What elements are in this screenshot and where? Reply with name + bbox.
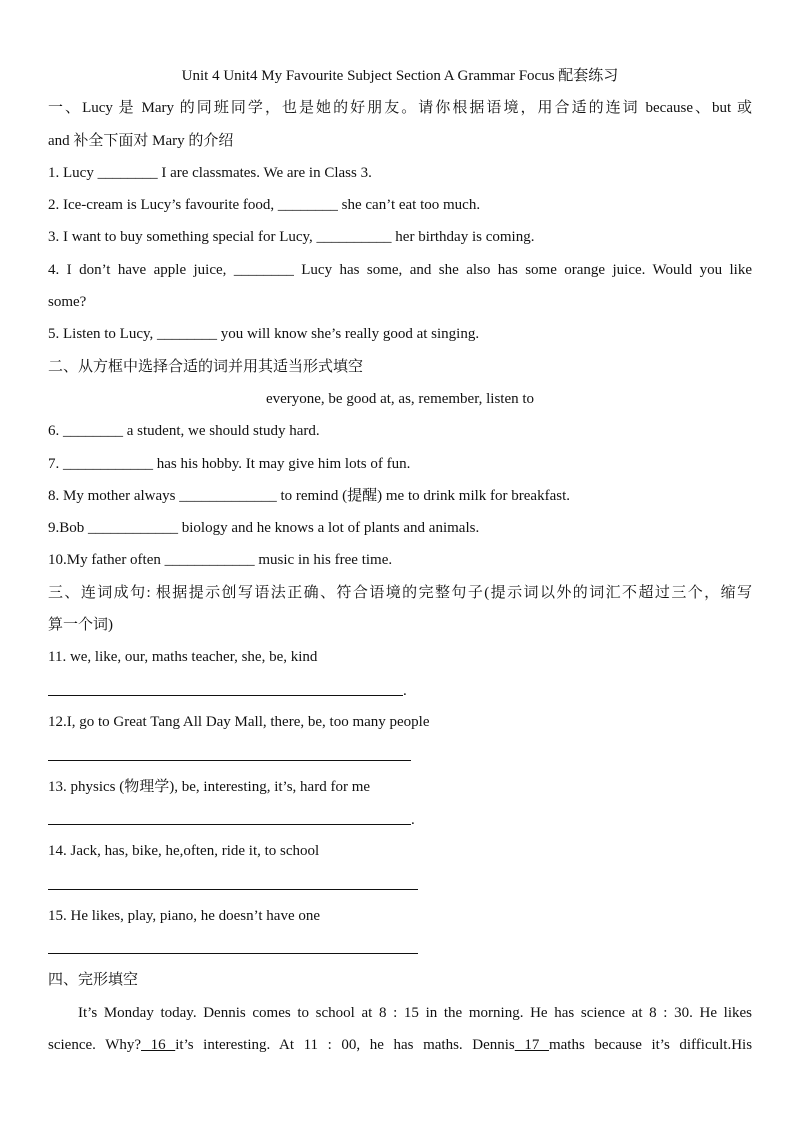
section1-heading: 一、Lucy 是 Mary 的同班同学，也是她的好朋友。请你根据语境，用合适的连词 because、but 或: [48, 100, 752, 117]
blank-17[interactable]: 17: [514, 1036, 549, 1053]
question-1: 1. Lucy ________ I are classmates. We are in Class 3.: [48, 164, 372, 181]
question-7: 7. ____________ has his hobby. It may give him lots of fun.: [48, 455, 411, 472]
question-15: 15. He likes, play, piano, he doesn’t have one: [48, 907, 321, 924]
question-8: 8. My mother always _____________ to remind (提醒) me to drink milk for breakfast.: [48, 487, 570, 504]
answer-line-14[interactable]: [48, 867, 752, 899]
question-4: 4. I don’t have apple juice, ________ Lucy has some, and she also has some orange juice. Would you like: [48, 261, 752, 278]
page-title: Unit 4 Unit4 My Favourite Subject Section A Grammar Focus 配套练习: [181, 68, 619, 84]
question-12: 12.I, go to Great Tang All Day Mall, there, be, too many people: [48, 713, 430, 730]
answer-line-13[interactable]: [48, 803, 752, 835]
cloze-text: it’s interesting. At 11 : 00, he has maths. Dennis: [175, 1036, 515, 1053]
question-6: 6. ________ a student, we should study hard.: [48, 423, 320, 440]
answer-line-12[interactable]: [48, 738, 752, 770]
question-13: 13. physics (物理学), be, interesting, it’s, hard for me: [48, 778, 371, 795]
question-14: 14. Jack, has, bike, he,often, ride it, to school: [48, 843, 320, 860]
answer-line-15[interactable]: [48, 932, 752, 964]
cloze-passage-line1: It’s Monday today. Dennis comes to school at 8 : 15 in the morning. He has science at 8 : 30. He likes: [78, 1004, 752, 1021]
blank-16[interactable]: 16: [141, 1036, 176, 1053]
answer-line-11[interactable]: [48, 674, 752, 706]
answer-period: .: [403, 682, 407, 699]
section3-heading: 三、连词成句: 根据提示创写语法正确、符合语境的完整句子(提示词以外的词汇不超过三个，缩写: [48, 584, 752, 601]
worksheet-page: [48, 60, 752, 1061]
question-3: 3. I want to buy something special for Lucy, __________ her birthday is coming.: [48, 229, 535, 246]
question-11: 11. we, like, our, maths teacher, she, be, kind: [48, 649, 318, 666]
answer-period: .: [411, 812, 415, 829]
section1-heading-cont: and 补全下面对 Mary 的介绍: [48, 132, 234, 149]
question-10: 10.My father often ____________ music in his free time.: [48, 552, 393, 569]
question-5: 5. Listen to Lucy, ________ you will know she’s really good at singing.: [48, 326, 480, 343]
section2-heading: 二、从方框中选择合适的词并用其适当形式填空: [48, 358, 364, 375]
question-2: 2. Ice-cream is Lucy’s favourite food, ________ she can’t eat too much.: [48, 197, 481, 214]
question-9: 9.Bob ____________ biology and he knows a lot of plants and animals.: [48, 520, 480, 537]
word-box: everyone, be good at, as, remember, listen to: [265, 390, 535, 407]
cloze-text: maths because it’s difficult.His: [548, 1036, 753, 1053]
question-4-cont: some?: [48, 294, 87, 311]
section3-heading-cont: 算一个词): [48, 617, 113, 634]
cloze-passage-line2: [48, 1029, 752, 1061]
section4-heading: 四、完形填空: [48, 972, 139, 989]
cloze-text: science. Why?: [48, 1036, 142, 1053]
